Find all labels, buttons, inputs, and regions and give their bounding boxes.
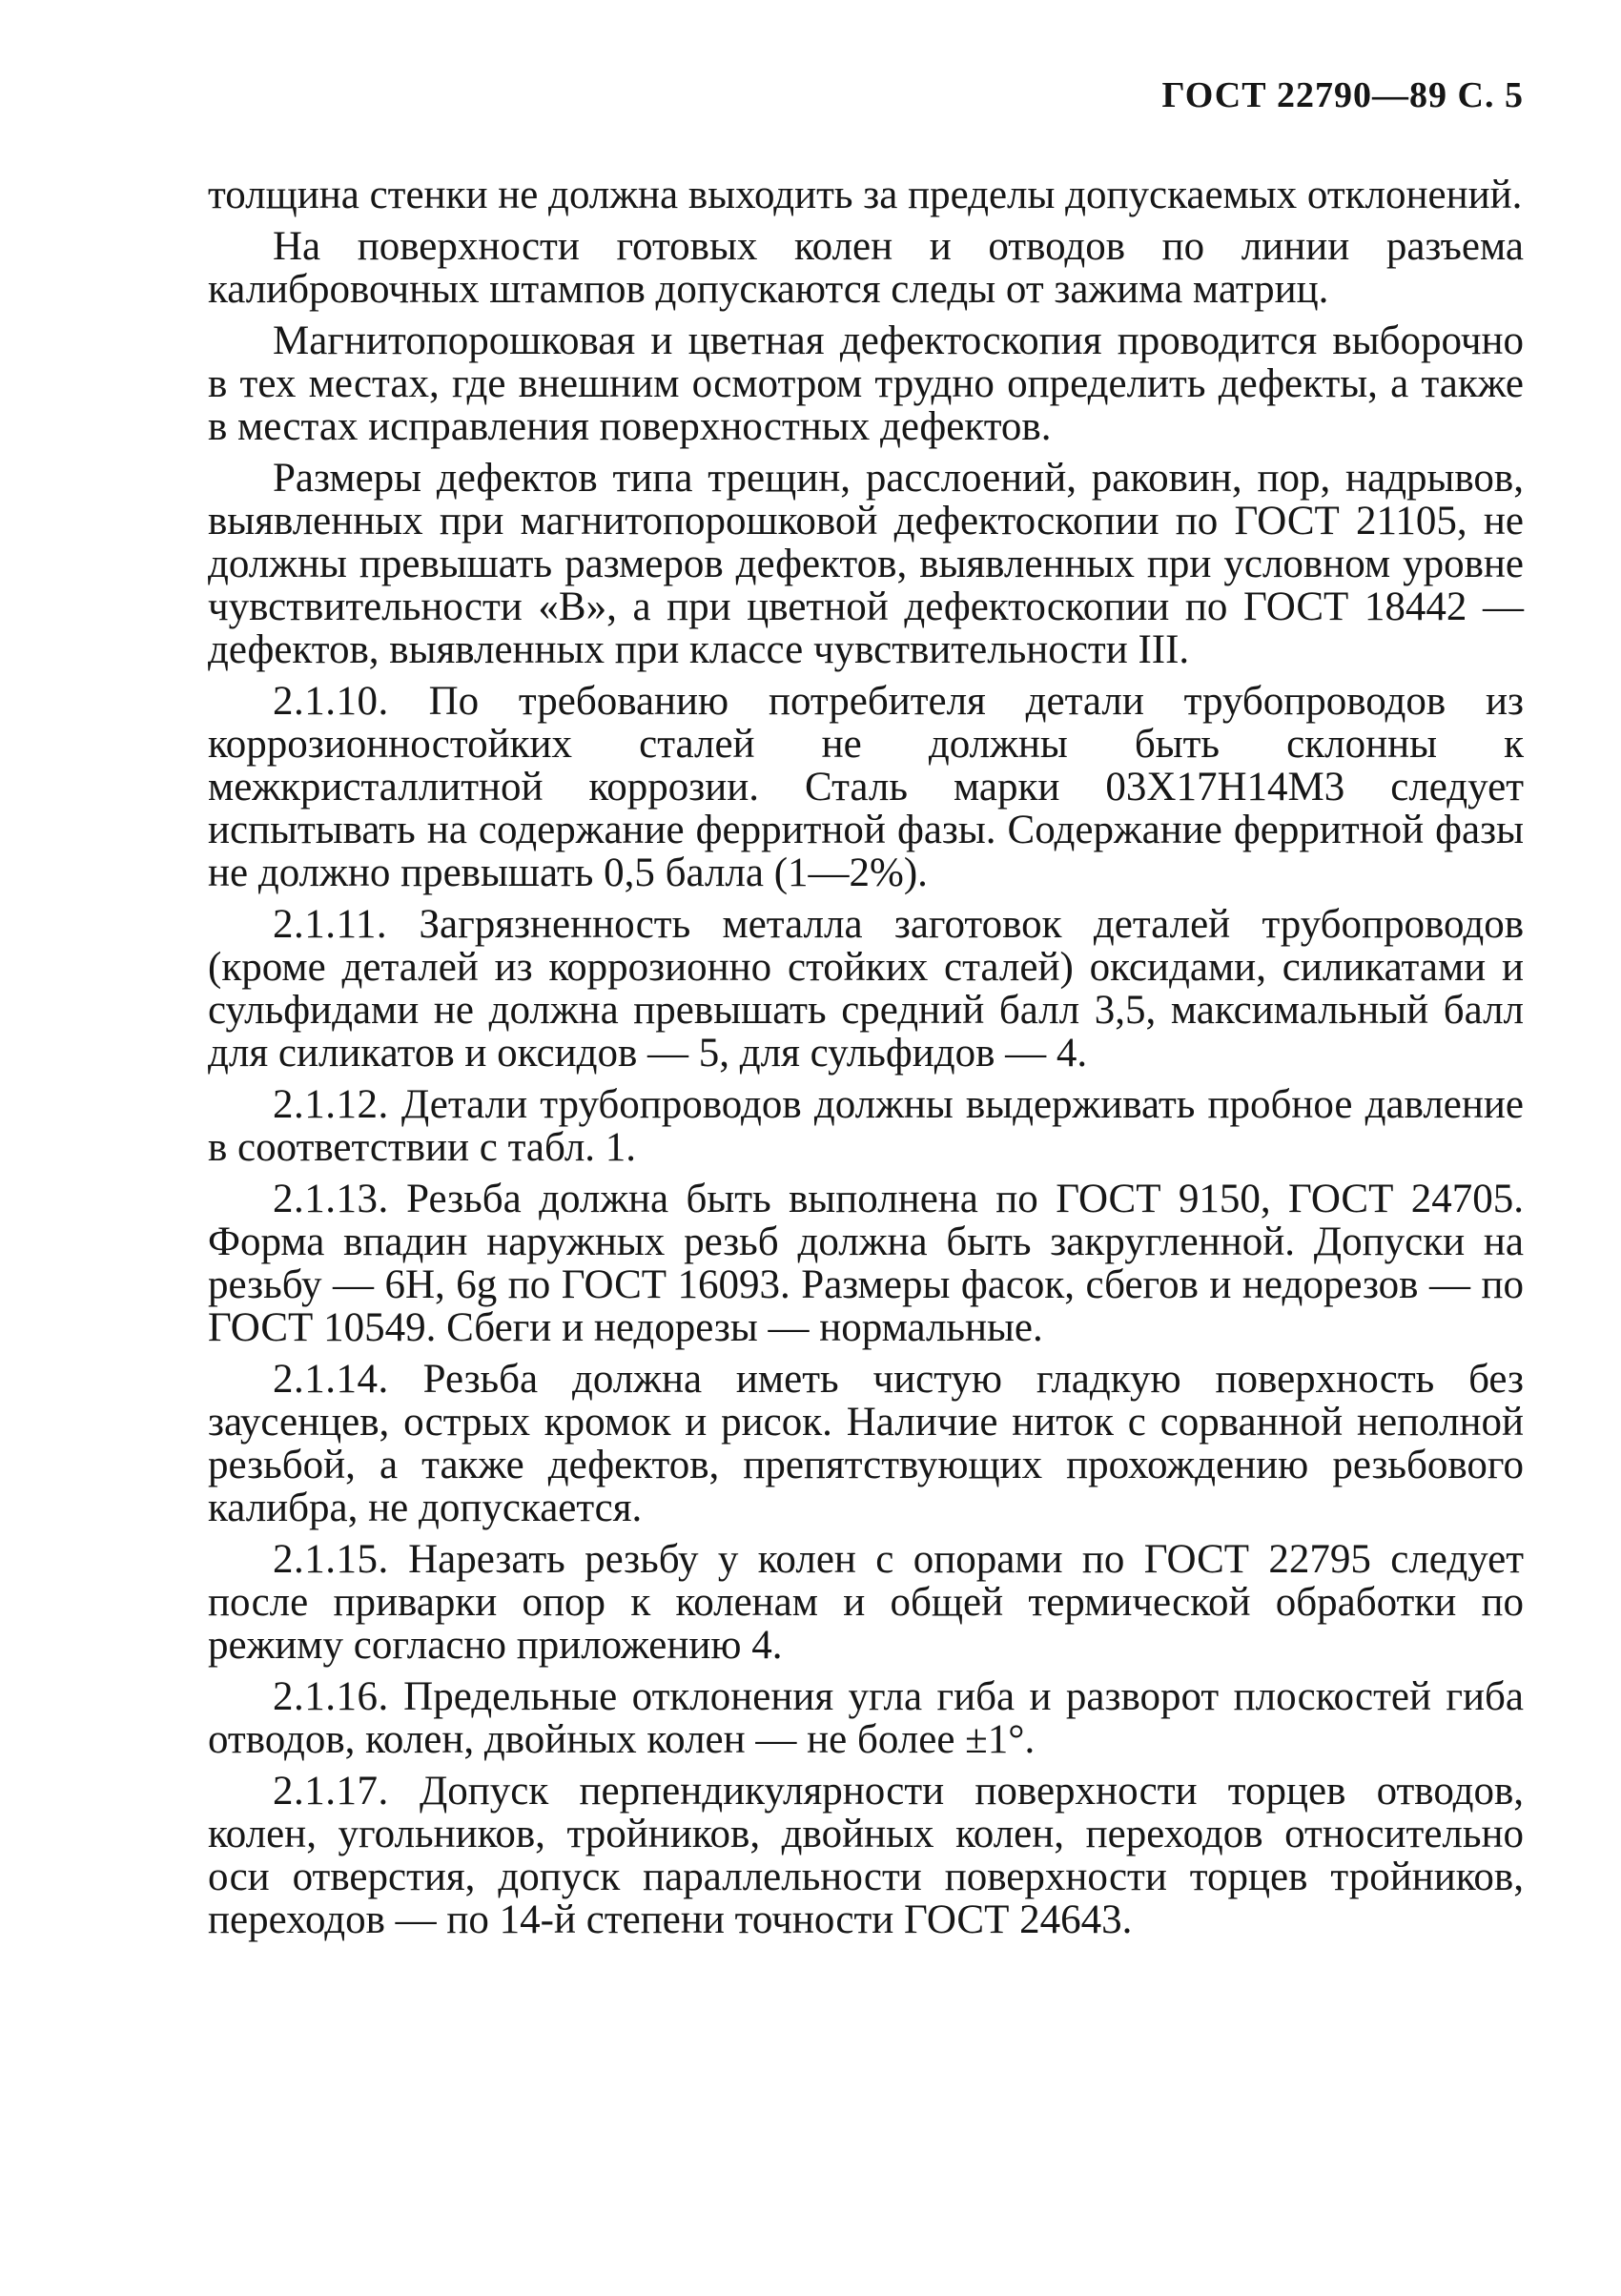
clause-number: 2.1.14. bbox=[273, 1357, 389, 1402]
clause-text: Допуск перпендикулярности поверхности торцев отводов, колен, угольников, тройников, двойных колен, переходов относительно оси отверстия, допуск параллельности поверхности торцев тройников, переходов — по 14-й степени точности ГОСТ 24643. bbox=[208, 1769, 1525, 1942]
clause-2-1-16 bbox=[208, 1675, 1524, 1761]
clause-text: Нарезать резьбу у колен с опорами по ГОСТ 22795 следует после приварки опор к коленам и общей термической обработки по режиму согласно приложению 4. bbox=[208, 1537, 1525, 1668]
clause-text: Детали трубопроводов должны выдерживать пробное давление в соответствии с табл. 1. bbox=[208, 1082, 1525, 1170]
clause-number: 2.1.15. bbox=[273, 1537, 389, 1582]
clause-number: 2.1.12. bbox=[273, 1082, 389, 1127]
clause-text: Резьба должна быть выполнена по ГОСТ 9150, ГОСТ 24705. Форма впадин наружных резьб должна быть закругленной. Допуски на резьбу — 6Н, 6g по ГОСТ 16093. Размеры фасок, сбегов и недорезов — по ГОСТ 10549. Сбеги и недорезы — нормальные. bbox=[208, 1177, 1525, 1350]
clause-2-1-13 bbox=[208, 1178, 1524, 1349]
paragraph-text: Магнитопорошковая и цветная дефектоскопия проводится выборочно в тех местах, где внешним осмотром трудно определить дефекты, а также в местах исправления поверхностных дефектов. bbox=[208, 318, 1524, 449]
clause-number: 2.1.13. bbox=[273, 1177, 389, 1221]
clause-2-1-15 bbox=[208, 1538, 1524, 1667]
clause-2-1-11 bbox=[208, 903, 1524, 1075]
paragraph bbox=[208, 225, 1524, 311]
clause-text: Загрязненность металла заготовок деталей трубопроводов (кроме деталей из коррозионно стойких сталей) оксидами, силикатами и сульфидами не должна превышать средний балл 3,5, максимальный балл для силикатов и оксидов — 5, для сульфидов — 4. bbox=[208, 902, 1524, 1076]
document-body bbox=[208, 174, 1524, 1950]
paragraph-text: Размеры дефектов типа трещин, расслоений, раковин, пор, надрывов, выявленных при магнитопорошковой дефектоскопии по ГОСТ 21105, не должны превышать размеров дефектов, выявленных при условном уровне чувствительности «В», а при цветной дефектоскопии по ГОСТ 18442 — дефектов, выявленных при классе чувствительности III. bbox=[208, 456, 1524, 672]
paragraph-text: На поверхности готовых колен и отводов по линии разъема калибровочных штампов допускаются следы от зажима матриц. bbox=[208, 224, 1524, 312]
clause-text: Предельные отклонения угла гиба и разворот плоскостей гиба отводов, колен, двойных колен — не более ±1°. bbox=[208, 1674, 1525, 1762]
clause-number: 2.1.11. bbox=[273, 902, 388, 947]
clause-number: 2.1.10. bbox=[273, 679, 389, 724]
running-header: ГОСТ 22790—89 С. 5 bbox=[1161, 75, 1524, 115]
clause-2-1-12 bbox=[208, 1083, 1524, 1169]
paragraph-continuation bbox=[208, 174, 1524, 216]
clause-number: 2.1.16. bbox=[273, 1674, 389, 1719]
clause-text: Резьба должна иметь чистую гладкую поверхность без заусенцев, острых кромок и рисок. Наличие ниток с сорванной неполной резьбой, а также дефектов, препятствующих прохождению резьбового калибра, не допускается. bbox=[208, 1357, 1525, 1530]
clause-number: 2.1.17. bbox=[273, 1769, 389, 1814]
clause-2-1-10 bbox=[208, 680, 1524, 894]
clause-2-1-14 bbox=[208, 1358, 1524, 1529]
paragraph bbox=[208, 457, 1524, 671]
clause-text: По требованию потребителя детали трубопроводов из коррозионностойких сталей не должны быть склонны к межкристаллитной коррозии. Сталь марки 03Х17Н14М3 следует испытывать на содержание ферритной фазы. Содержание ферритной фазы не должно превышать 0,5 балла (1—2%). bbox=[208, 679, 1524, 895]
clause-2-1-17 bbox=[208, 1770, 1524, 1941]
paragraph bbox=[208, 319, 1524, 448]
paragraph-text: толщина стенки не должна выходить за пределы допускаемых отклонений. bbox=[208, 173, 1523, 217]
